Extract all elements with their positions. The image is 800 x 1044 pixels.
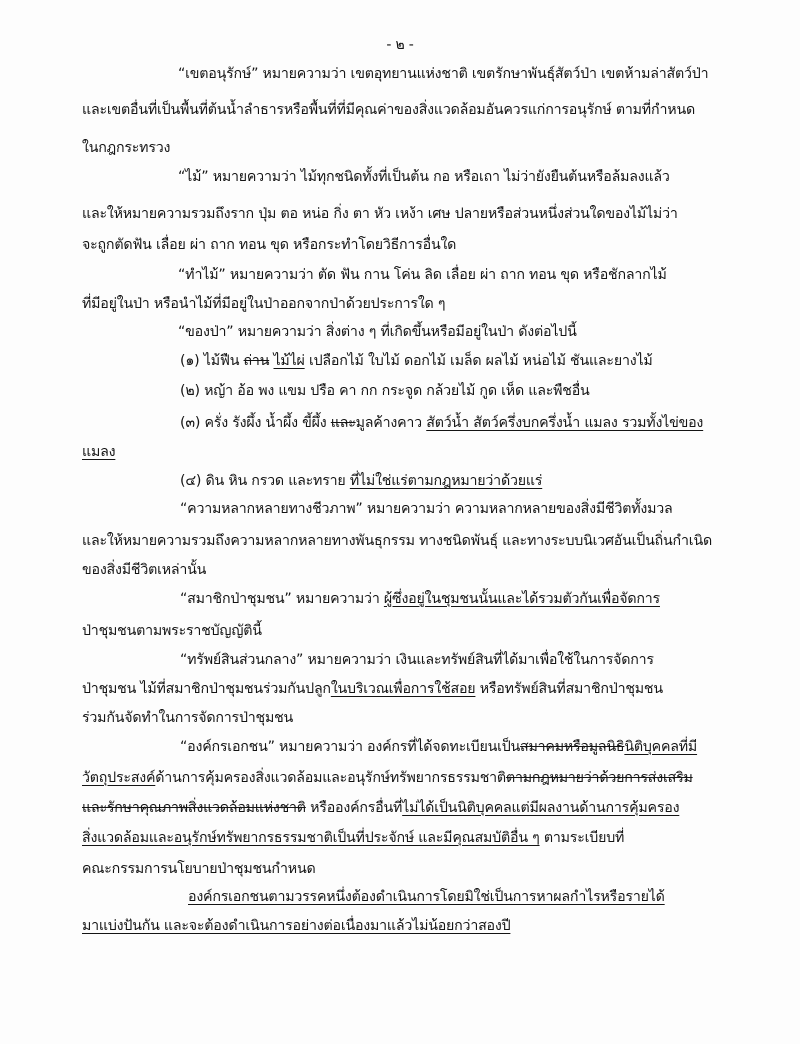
underlined-text: สัตว์น้ำ สัตว์ครึ่งบกครึ่งน้ำ แมลง รวมทั้งไข่ของ bbox=[426, 415, 704, 431]
text-line bbox=[82, 531, 712, 551]
text-line bbox=[82, 235, 456, 255]
text-segment: คณะกรรมการนโยบายป่าชุมชนกำหนด bbox=[82, 861, 316, 877]
text-segment: และให้หมายความรวมถึงราก ปุ่ม ตอ หน่อ กิ่ง ตา หัว เหง้า เศษ ปลายหรือส่วนหนึ่งส่วนใดของไม้ไม่ว่า bbox=[82, 206, 678, 222]
text-segment: ร่วมกันจัดทำในการจัดการป่าชุมชน bbox=[82, 710, 294, 726]
text-line bbox=[82, 204, 678, 224]
text-segment: “ไม้” หมายความว่า ไม้ทุกชนิดทั้งที่เป็นต้น กอ หรือเถา ไม่ว่ายังยืนต้นหรือล้มลงแล้ว bbox=[178, 169, 670, 185]
text-line bbox=[82, 798, 679, 818]
text-segment: (๑) ไม้ฟืน bbox=[180, 353, 244, 369]
text-segment: ในกฎกระทรวง bbox=[82, 140, 171, 156]
underlined-text: ผู้ซึ่งอยู่ในชุมชนนั้นและได้รวมตัวกันเพื่อจัดการ bbox=[383, 591, 660, 607]
text-line bbox=[180, 413, 703, 433]
text-segment: หรือองค์กรอื่นที่ bbox=[305, 800, 403, 816]
text-segment: ที่มีอยู่ในป่า หรือนำไม้ที่มีอยู่ในป่าออกจากป่าด้วยประการใด ๆ bbox=[82, 296, 446, 312]
struck-through-text: ถ่าน bbox=[243, 353, 270, 369]
text-line bbox=[82, 442, 115, 462]
page-number: - ๒ - bbox=[386, 37, 414, 53]
text-segment: และให้หมายความรวมถึงความหลากหลายทางพันธุกรรม ทางชนิดพันธุ์ และทางระบบนิเวศอันเป็นถิ่นกำเนิด bbox=[82, 533, 712, 549]
text-line bbox=[82, 859, 315, 879]
text-segment: (๒) หญ้า อ้อ พง แขม ปรือ คา กก กระจูด กล้วยไม้ กูด เห็ด และพืชอื่น bbox=[180, 383, 590, 399]
underlined-text: มาแบ่งปันกัน และจะต้องดำเนินการอย่างต่อเนื่องมาแล้วไม่น้อยกว่าสองปี bbox=[82, 918, 511, 934]
struck-through-text: ตามกฎหมายว่าด้วยการส่งเสริม bbox=[505, 770, 693, 786]
text-segment: (๓) ครั่ง รังผึ้ง น้ำผึ้ง ขี้ผึ้ง bbox=[180, 415, 331, 431]
text-segment: และเขตอื่นที่เป็นพื้นที่ต้นน้ำลำธารหรือพื้นที่ที่มีคุณค่าของสิ่งแวดล้อมอันควรแก่การอนุรักษ์ ตามที่กำหนด bbox=[82, 102, 695, 118]
underlined-text: ไม่ได้เป็นนิติบุคคลแต่มีผลงานด้านการคุ้มครอง bbox=[402, 800, 680, 816]
underlined-text: ที่ไม่ใช่แร่ตามกฎหมายว่าด้วยแร่ bbox=[349, 473, 543, 489]
underlined-text: นิติบุคคลที่มี bbox=[624, 739, 698, 755]
text-segment: ด้านการคุ้มครองสิ่งแวดล้อมและอนุรักษ์ทรัพยากรธรรมชาติ bbox=[155, 770, 506, 786]
text-line bbox=[82, 560, 206, 580]
struck-through-text: และรักษาคุณภาพสิ่งแวดล้อมแห่งชาติ bbox=[82, 800, 306, 816]
text-segment: จะถูกตัดฟัน เลื่อย ผ่า ถาก ทอน ขุด หรือกระทำโดยวิธีการอื่นใด bbox=[82, 237, 457, 253]
underlined-text: วัตถุประสงค์ bbox=[82, 770, 156, 786]
text-segment: เปลือกไม้ ใบไม้ ดอกไม้ เมล็ด ผลไม้ หน่อไม้ ชันและยางไม้ bbox=[304, 353, 653, 369]
text-line bbox=[82, 768, 693, 788]
text-line bbox=[178, 265, 667, 285]
text-line bbox=[178, 64, 708, 84]
text-line bbox=[180, 650, 654, 670]
text-line bbox=[180, 381, 590, 401]
text-line bbox=[82, 679, 663, 699]
struck-through-text: และ bbox=[330, 415, 356, 431]
text-line bbox=[82, 708, 293, 728]
text-line bbox=[180, 737, 697, 757]
text-line bbox=[180, 499, 673, 519]
text-line bbox=[188, 887, 665, 907]
text-line bbox=[180, 589, 660, 609]
text-segment: ป่าชุมชนตามพระราชบัญญัตินี้ bbox=[82, 623, 262, 639]
text-line bbox=[178, 322, 577, 342]
text-line bbox=[82, 294, 445, 314]
text-segment: “ของป่า” หมายความว่า สิ่งต่าง ๆ ที่เกิดขึ้นหรือมีอยู่ในป่า ดังต่อไปนี้ bbox=[178, 324, 577, 340]
underlined-text: องค์กรเอกชนตามวรรคหนึ่งต้องดำเนินการโดยมิใช่เป็นการหาผลกำไรหรือรายได้ bbox=[188, 889, 665, 905]
text-line bbox=[82, 100, 695, 120]
text-segment: (๔) ดิน หิน กรวด และทราย bbox=[180, 473, 350, 489]
underlined-text: ไม้ไผ่ bbox=[273, 353, 305, 369]
text-line bbox=[82, 916, 510, 936]
text-segment: หรือทรัพย์สินที่สมาชิกป่าชุมชน bbox=[475, 681, 663, 697]
text-segment: ป่าชุมชน ไม้ที่สมาชิกป่าชุมชนร่วมกันปลูก bbox=[82, 681, 331, 697]
text-line bbox=[178, 167, 670, 187]
text-line bbox=[180, 471, 542, 491]
text-line bbox=[82, 138, 170, 158]
text-line bbox=[82, 621, 262, 641]
underlined-text: ในบริเวณเพื่อการใช้สอย bbox=[330, 681, 476, 697]
text-segment: “ทำไม้” หมายความว่า ตัด ฟัน กาน โค่น ลิด เลื่อย ผ่า ถาก ทอน ขุด หรือชักลากไม้ bbox=[178, 267, 667, 283]
text-line bbox=[82, 828, 624, 848]
text-segment: “ความหลากหลายทางชีวภาพ” หมายความว่า ความหลากหลายของสิ่งมีชีวิตทั้งมวล bbox=[180, 501, 673, 517]
text-segment: “องค์กรเอกชน” หมายความว่า องค์กรที่ได้จดทะเบียนเป็น bbox=[180, 739, 521, 755]
text-segment: “เขตอนุรักษ์” หมายความว่า เขตอุทยานแห่งชาติ เขตรักษาพันธุ์สัตว์ป่า เขตห้ามล่าสัตว์ป่า bbox=[178, 66, 709, 82]
underlined-text: สิ่งแวดล้อมและอนุรักษ์ทรัพยากรธรรมชาติเป็นที่ประจักษ์ และมีคุณสมบัติอื่น ๆ bbox=[82, 830, 540, 846]
underlined-text: แมลง bbox=[82, 444, 116, 460]
text-segment: “สมาชิกป่าชุมชน” หมายความว่า bbox=[180, 591, 384, 607]
text-segment: ของสิ่งมีชีวิตเหล่านั้น bbox=[82, 562, 207, 578]
text-line bbox=[180, 351, 653, 371]
text-segment: “ทรัพย์สินส่วนกลาง” หมายความว่า เงินและทรัพย์สินที่ได้มาเพื่อใช้ในการจัดการ bbox=[180, 652, 654, 668]
text-segment: ตามระเบียบที่ bbox=[539, 830, 625, 846]
text-segment: มูลค้างคาว bbox=[355, 415, 427, 431]
struck-through-text: สมาคมหรือมูลนิธิ bbox=[520, 739, 625, 755]
